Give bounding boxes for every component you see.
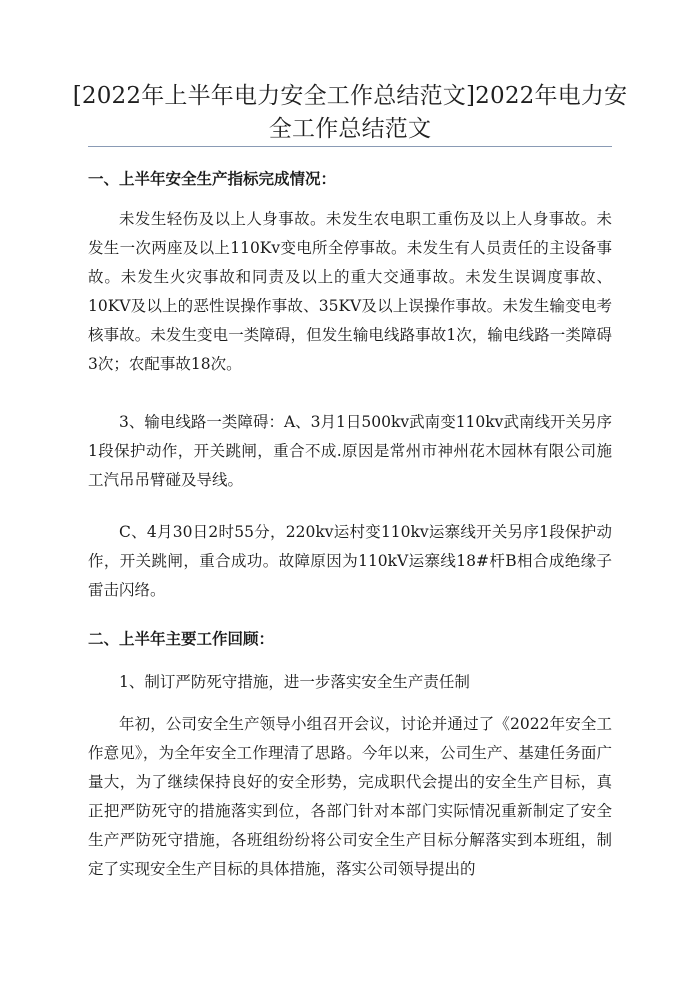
section-heading-2: 二、上半年主要工作回顾： — [88, 629, 275, 648]
section-heading-1: 一、上半年安全生产指标完成情况： — [88, 169, 337, 188]
title-divider — [88, 146, 612, 147]
document-title: [2022年上半年电力安全工作总结范文]2022年电力安全工作总结范文 — [72, 83, 628, 142]
paragraph-2-1: 1、制订严防死守措施，进一步落实安全生产责任制 — [119, 673, 470, 691]
paragraph-2-2: 年初，公司安全生产领导小组召开会议，讨论并通过了《2022年安全工作意见》，为全年安全工作理清了思路。今年以来，公司生产、基建任务面广量大，为了继续保持良好的安全形势，完成职代会提出的安全生产目标，真正把严防死守的措施落实到位，各部门针对本部门实际情况重新制定了安全生产严防死守措施，各班组纷纷将公司安全生产目标分解落实到本班组，制定了实现安全生产目标的具体措施，落实公司领导提出的 — [88, 715, 612, 878]
paragraph-1-2: 3、输电线路一类障碍：A、3月1日500kv武南变110kv武南线开关另序1段保护动作，开关跳闸，重合不成.原因是常州市神州花木园林有限公司施工汽吊吊臂碰及导线。 — [88, 413, 612, 489]
paragraph-1-3: C、4月30日2时55分，220kv运村变110kv运寨线开关另序1段保护动作，开关跳闸，重合成功。故障原因为110kV运寨线18#杆B相合成绝缘子雷击闪络。 — [88, 523, 612, 599]
paragraph-1-1: 未发生轻伤及以上人身事故。未发生农电职工重伤及以上人身事故。未发生一次两座及以上110Kv变电所全停事故。未发生有人员责任的主设备事故。未发生火灾事故和同责及以上的重大交通事故。未发生误调度事故、10KV及以上的恶性误操作事故、35KV及以上误操作事故。未发生输变电考核事故。未发生变电一类障碍，但发生输电线路事故1次，输电线路一类障碍3次；农配事故18次。 — [88, 210, 612, 373]
